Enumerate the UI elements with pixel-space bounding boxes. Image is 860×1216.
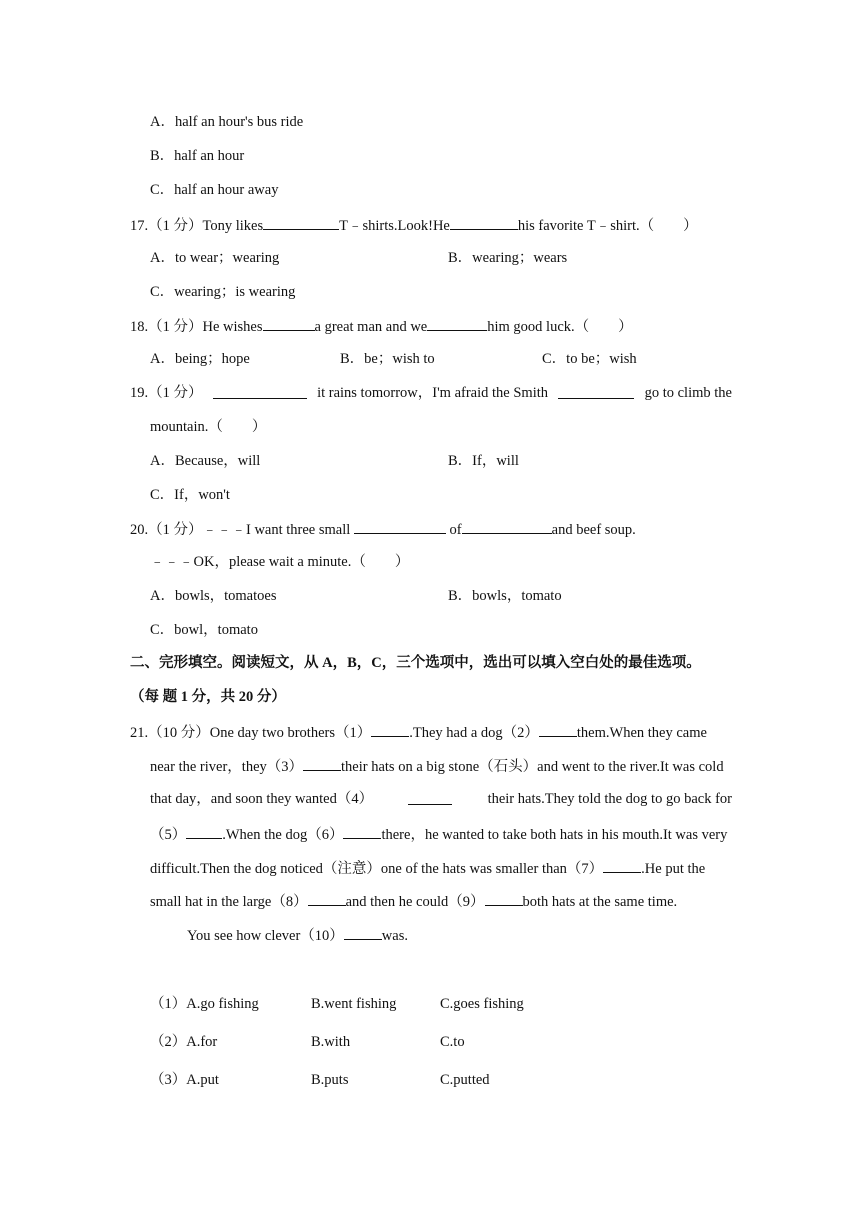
q21-blank-1[interactable] [371, 722, 409, 737]
q16-option-a[interactable]: A．half an hour's bus ride [150, 114, 304, 130]
q21-text: their hats on a big stone（石头）and went to the river.It was cold [341, 759, 724, 775]
q21-option-2a[interactable]: （2）A.for [150, 1034, 218, 1050]
q21-blank-9[interactable] [485, 891, 523, 906]
q17-text-1: Tony likes [202, 218, 264, 234]
q21-blank-8[interactable] [308, 891, 346, 906]
q17-blank-1[interactable] [263, 215, 339, 230]
q21-option-1b[interactable]: B.went fishing [311, 996, 397, 1012]
q17-option-c[interactable]: C．wearing；is wearing [150, 284, 296, 300]
q17-number: 17.（1 分） [130, 218, 203, 234]
q21-text: near the river，they（3） [150, 759, 304, 775]
q21-text: their hats.They told the dog to go back for [487, 791, 732, 807]
q20-stem-line-1 [130, 519, 636, 539]
q18-text-3: him good luck.（ ） [487, 319, 633, 335]
q21-blank-3[interactable] [303, 756, 341, 771]
q20-option-b[interactable]: B．bowls，tomato [448, 588, 562, 604]
q20-option-c[interactable]: C．bowl，tomato [150, 622, 258, 638]
q21-passage-line-2 [150, 756, 724, 776]
section-2-points: （每 题 1 分，共 20 分） [130, 689, 286, 705]
section-2-heading: 二、完形填空。阅读短文，从 A，B，C，三个选项中，选出可以填入空白处的最佳选项。 [130, 655, 701, 671]
q19-blank-2[interactable] [558, 384, 634, 399]
q20-text-2: of [449, 522, 462, 538]
q19-option-c[interactable]: C．If，won't [150, 487, 230, 503]
q18-option-b[interactable]: B．be；wish to [340, 351, 435, 367]
q19-stem-line-2: mountain.（ ） [150, 419, 267, 435]
q21-blank-5[interactable] [186, 824, 222, 839]
q20-stem-line-2: ﹣﹣﹣OK，please wait a minute.（ ） [150, 554, 410, 570]
q21-text: there，he wanted to take both hats in his mouth.It was very [381, 827, 728, 843]
q21-blank-10[interactable] [344, 925, 382, 940]
q21-option-2b[interactable]: B.with [311, 1034, 351, 1050]
q16-option-c[interactable]: C．half an hour away [150, 182, 279, 198]
q21-blank-2[interactable] [539, 722, 577, 737]
q17-stem [130, 215, 698, 235]
q17-option-b[interactable]: B．wearing；wears [448, 250, 568, 266]
q18-text-2: a great man and we [314, 319, 428, 335]
q19-number: 19.（1 分） [130, 385, 203, 401]
q21-text: .He put the [641, 861, 706, 877]
q20-blank-2[interactable] [462, 519, 552, 534]
q18-option-a[interactable]: A．being；hope [150, 351, 250, 367]
q21-passage-line-1 [130, 722, 732, 742]
q21-blank-4[interactable] [408, 790, 452, 805]
q20-option-a[interactable]: A．bowls，tomatoes [150, 588, 277, 604]
q18-option-c[interactable]: C．to be；wish [542, 351, 637, 367]
q21-text: You see how clever（10） [187, 928, 344, 944]
q17-text-2: T﹣shirts.Look!He [339, 218, 450, 234]
q19-text-1: it rains tomorrow，I'm afraid the Smith [317, 385, 549, 401]
q21-option-3c[interactable]: C.putted [440, 1072, 490, 1088]
q18-stem [130, 316, 633, 336]
q21-passage-line-7 [187, 925, 408, 945]
q21-text: that day，and soon they wanted（4） [150, 791, 374, 807]
q21-text: both hats at the same time. [522, 894, 678, 910]
q17-text-3: his favorite T﹣shirt.（ ） [517, 218, 698, 234]
q20-number: 20.（1 分） [130, 522, 203, 538]
q21-number: 21.（10 分） [130, 725, 210, 741]
q21-option-1a[interactable]: （1）A.go fishing [150, 996, 259, 1012]
q21-option-2c[interactable]: C.to [440, 1034, 465, 1050]
q21-passage-line-4 [150, 824, 727, 844]
q19-option-a[interactable]: A．Because，will [150, 453, 261, 469]
q17-blank-2[interactable] [450, 215, 518, 230]
q17-option-a[interactable]: A．to wear；wearing [150, 250, 280, 266]
q20-text-1: ﹣﹣﹣I want three small [202, 522, 351, 538]
q19-option-b[interactable]: B．If，will [448, 453, 519, 469]
q21-passage-line-5 [150, 858, 705, 878]
q21-blank-7[interactable] [603, 858, 641, 873]
q21-option-3b[interactable]: B.puts [311, 1072, 349, 1088]
q21-text: and then he could（9） [345, 894, 485, 910]
q18-blank-2[interactable] [427, 316, 487, 331]
q21-option-3a[interactable]: （3）A.put [150, 1072, 219, 1088]
q21-passage-line-3 [150, 790, 732, 808]
q16-option-b[interactable]: B．half an hour [150, 148, 245, 164]
q18-blank-1[interactable] [263, 316, 315, 331]
q19-text-2: go to climb the [644, 385, 732, 401]
q21-text: .When the dog（6） [222, 827, 344, 843]
q18-number: 18.（1 分） [130, 319, 203, 335]
q21-text: them.When they came [576, 725, 707, 741]
q21-option-1c[interactable]: C.goes fishing [440, 996, 524, 1012]
q21-text: （5） [150, 827, 187, 843]
q21-text: small hat in the large（8） [150, 894, 308, 910]
q19-blank-1[interactable] [213, 384, 307, 399]
q21-text: One day two brothers（1） [209, 725, 372, 741]
q21-text: .They had a dog（2） [409, 725, 539, 741]
q21-blank-6[interactable] [343, 824, 381, 839]
q20-text-3: and beef soup. [551, 522, 636, 538]
q21-text: was. [381, 928, 408, 944]
q20-blank-1[interactable] [354, 519, 446, 534]
q21-passage-line-6 [150, 891, 677, 911]
q19-stem-line-1 [130, 384, 732, 402]
q21-text: difficult.Then the dog noticed（注意）one of the hats was smaller than（7） [150, 861, 604, 877]
q18-text-1: He wishes [202, 319, 263, 335]
